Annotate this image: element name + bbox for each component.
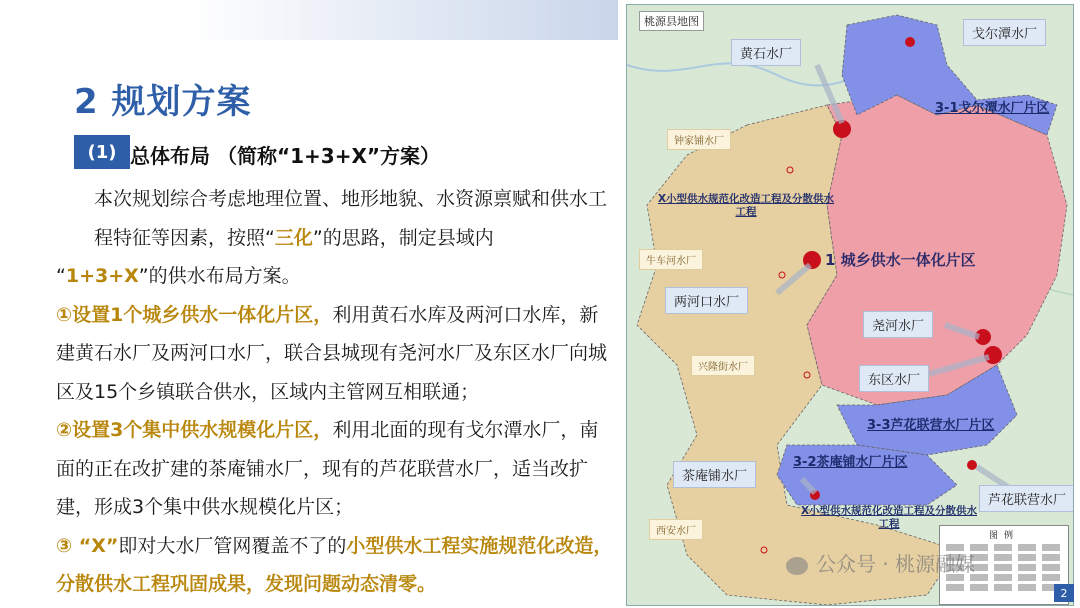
wechat-icon bbox=[786, 557, 808, 575]
item-1-highlight: ①设置1个城乡供水一体化片区， bbox=[56, 303, 333, 326]
label-dongqu: 东区水厂 bbox=[859, 365, 929, 392]
item-3-text: 即对大水厂管网覆盖不了的 bbox=[118, 534, 347, 557]
item-2-text: 利用北面的现有戈尔潭水厂，南面的正在改扩建的茶庵铺水厂，现有的芦花联营水厂，适当改扩建，形成3个集中供水规模化片区； bbox=[56, 419, 599, 518]
paragraph-intro bbox=[56, 180, 616, 257]
paragraph-scheme bbox=[56, 257, 616, 296]
section-subtitle: 总体布局 （简称“1+3+X”方案） bbox=[130, 144, 441, 168]
legend-title: 图例 bbox=[988, 531, 1019, 541]
page-number: 2 bbox=[1054, 584, 1074, 602]
legend-row bbox=[946, 584, 1062, 591]
zone-label-3-2: 3-2茶庵铺水厂片区 bbox=[793, 455, 908, 470]
label-xian: 西安水厂 bbox=[649, 519, 703, 540]
map-title: 桃源县地图 bbox=[639, 11, 704, 31]
scheme-text: ”的供水布局方案。 bbox=[138, 265, 301, 287]
label-xinglongjie: 兴隆街水厂 bbox=[691, 355, 755, 376]
intro-text-end: ”的思路，制定县域内 bbox=[312, 226, 494, 249]
watermark-text: 公众号 · 桃源融媒 bbox=[816, 552, 976, 576]
county-map bbox=[618, 0, 1080, 608]
intro-text: 本次规划综合考虑地理位置、地形地貌、水资源禀赋和供水工程特征等因素，按照“ bbox=[94, 188, 608, 249]
label-lianghekou: 两河口水厂 bbox=[665, 287, 748, 314]
zone-label-x-north: X小型供水规范化改造工程及分散供水工程 bbox=[657, 193, 835, 218]
item-3-prefix: ③ bbox=[56, 534, 79, 557]
header-band bbox=[0, 0, 618, 40]
zone-label-x-south: X小型供水规范化改造工程及分散供水工程 bbox=[800, 505, 978, 530]
zone-label-3-1: 3-1戈尔潭水厂片区 bbox=[935, 101, 1050, 116]
zone-label-1: 1 城乡供水一体化片区 bbox=[825, 251, 976, 269]
label-goertan: 戈尔潭水厂 bbox=[963, 19, 1046, 46]
scheme-highlight: 1+3+X bbox=[65, 265, 139, 287]
body-text bbox=[56, 180, 616, 604]
zone-label-3-3: 3-3芦花联营水厂片区 bbox=[867, 418, 995, 433]
watermark bbox=[786, 548, 975, 577]
plant-dot-luhua bbox=[967, 460, 977, 470]
label-huangshi: 黄石水厂 bbox=[731, 39, 801, 66]
item-3 bbox=[56, 527, 616, 604]
slide-title: 2 规划方案 bbox=[74, 82, 252, 122]
item-1-text: 利用黄石水库及两河口水库，新建黄石水厂及两河口水厂，联合县城现有尧河水厂及东区水厂向城区及15个乡镇联合供水，区域内主管网互相联通； bbox=[56, 303, 608, 403]
label-yaohe: 尧河水厂 bbox=[863, 311, 933, 338]
map-canvas bbox=[626, 4, 1074, 606]
item-3-highlight-x: “X” bbox=[78, 534, 119, 557]
scheme-open: “ bbox=[56, 265, 66, 287]
label-luhua: 芦花联营水厂 bbox=[979, 485, 1074, 512]
item-2-highlight: ②设置3个集中供水规模化片区， bbox=[56, 419, 333, 441]
item-2 bbox=[56, 411, 616, 527]
item-3-highlight: 小型供水工程实施规范化改造，分散供水工程巩固成果，发现问题动态清零。 bbox=[56, 534, 613, 595]
plant-dot-goertan bbox=[905, 37, 915, 47]
section-number-badge: (1) bbox=[74, 135, 130, 169]
label-chaanpu: 茶庵铺水厂 bbox=[673, 461, 756, 488]
intro-highlight: 三化 bbox=[274, 226, 313, 249]
label-niuchehe: 牛车河水厂 bbox=[639, 249, 703, 270]
item-1 bbox=[56, 296, 616, 412]
label-zhongjiapu: 钟家铺水厂 bbox=[667, 129, 731, 150]
